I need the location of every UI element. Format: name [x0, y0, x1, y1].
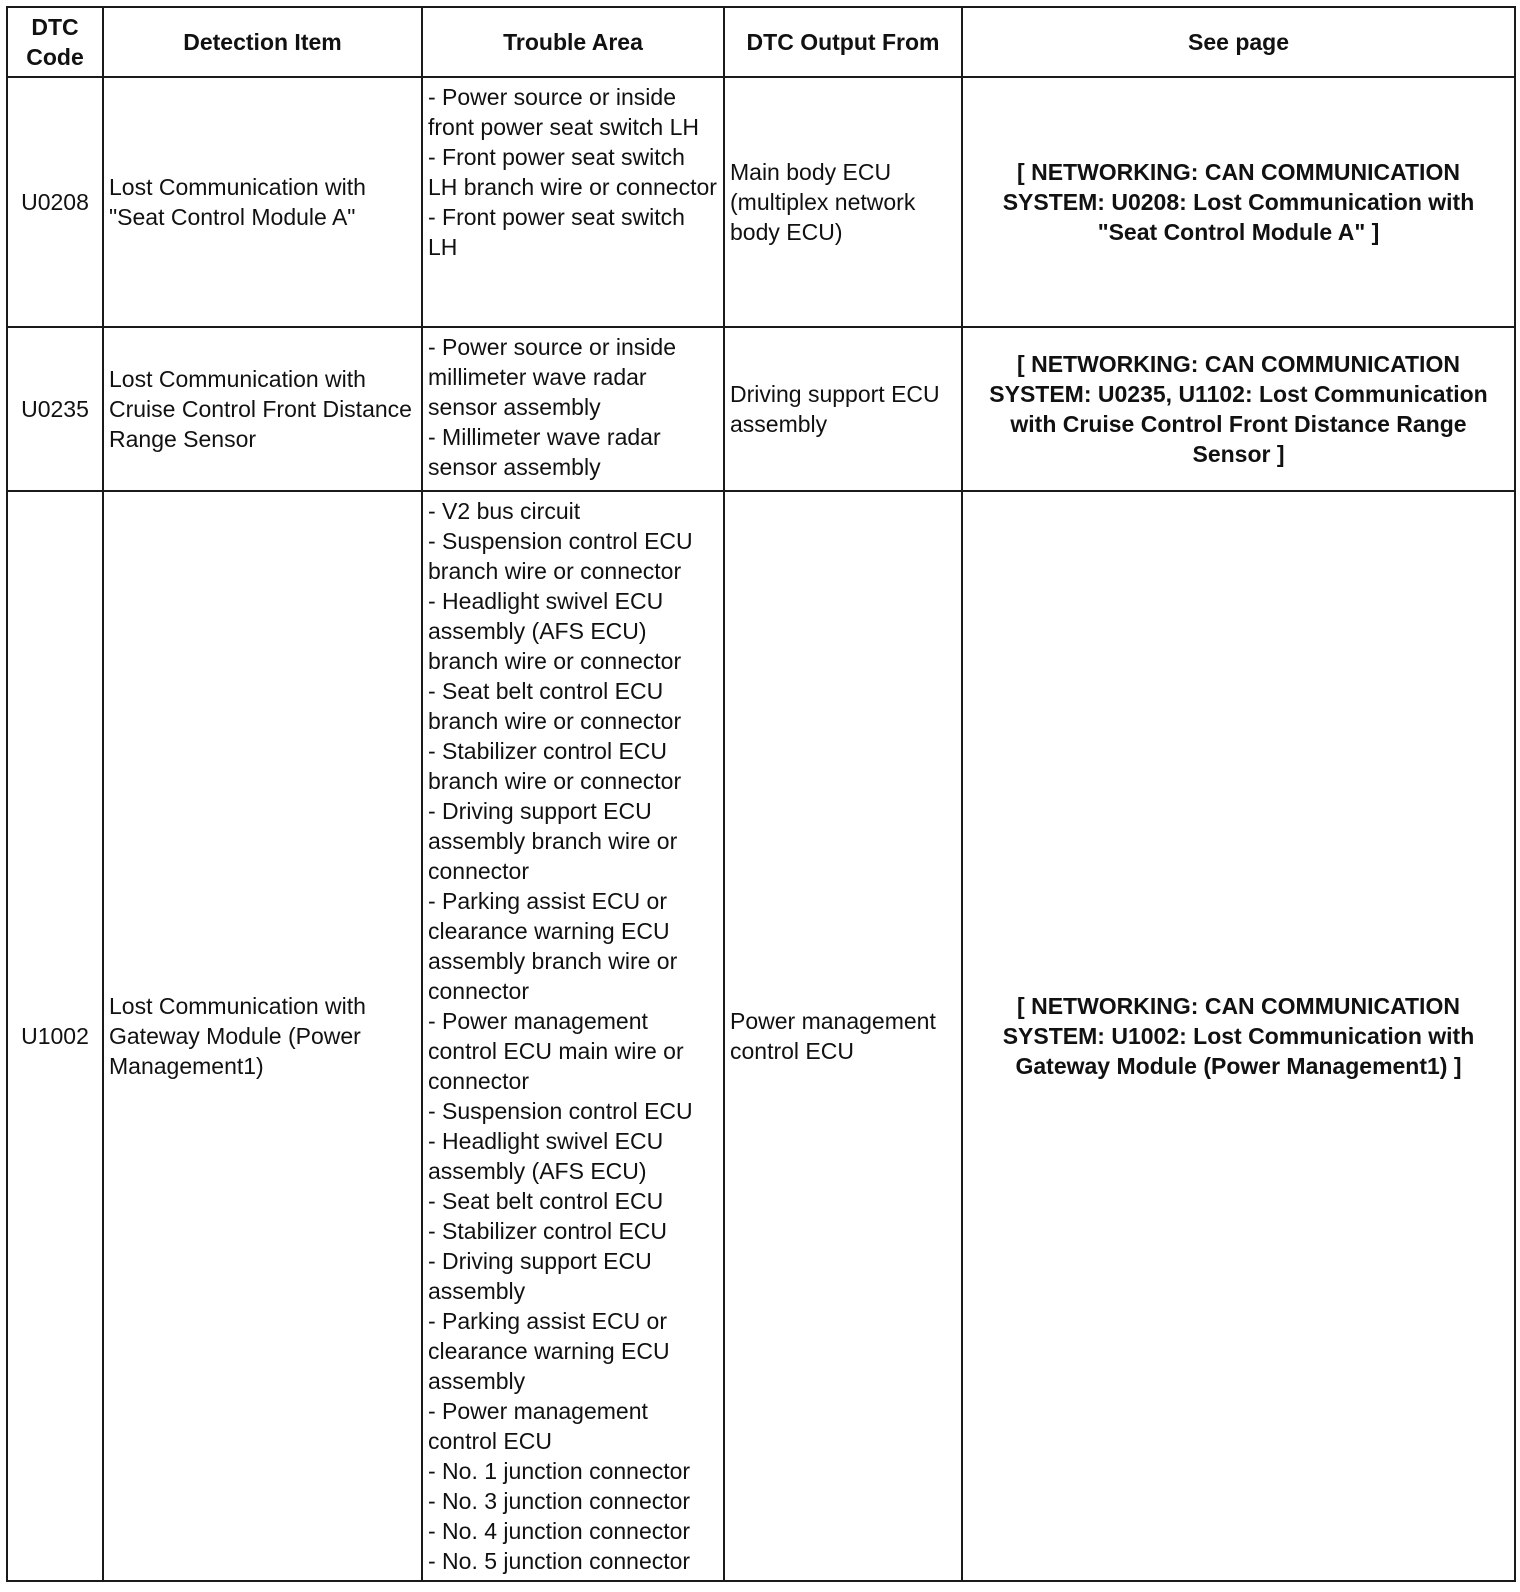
header-dtc-code: DTC Code — [7, 7, 103, 77]
detection-item-cell: Lost Communication with Cruise Control Front Distance Range Sensor — [103, 327, 422, 491]
trouble-area-line: - Power source or inside front power seat switch LH — [428, 84, 700, 140]
trouble-area-line: - No. 1 junction connector — [428, 1458, 691, 1484]
trouble-area-cell — [422, 327, 724, 491]
trouble-area-line: - Power management control ECU — [428, 1398, 648, 1454]
see-page-link[interactable]: [ NETWORKING: CAN COMMUNICATION SYSTEM: U0208: Lost Communication with "Seat Control Module A" ] — [962, 77, 1515, 327]
trouble-area-line: - Driving support ECU assembly branch wire or connector — [428, 798, 678, 884]
dtc-code-cell: U0208 — [7, 77, 103, 327]
dtc-code-cell: U1002 — [7, 491, 103, 1581]
trouble-area-line: - No. 4 junction connector — [428, 1518, 691, 1544]
trouble-area-line: - Driving support ECU assembly — [428, 1248, 652, 1304]
trouble-area-line: - Stabilizer control ECU branch wire or connector — [428, 738, 682, 794]
trouble-area-line: - Power source or inside millimeter wave radar sensor assembly — [428, 334, 676, 420]
header-row — [7, 7, 1515, 77]
dtc-output-from-cell: Main body ECU (multiplex network body ECU) — [724, 77, 962, 327]
detection-item-cell: Lost Communication with "Seat Control Module A" — [103, 77, 422, 327]
trouble-area-line: - Front power seat switch LH — [428, 204, 685, 260]
trouble-area-cell — [422, 491, 724, 1581]
trouble-area-cell — [422, 77, 724, 327]
trouble-area-line: - Stabilizer control ECU — [428, 1218, 668, 1244]
dtc-table-container — [6, 6, 1516, 1582]
header-detection-item: Detection Item — [103, 7, 422, 77]
trouble-area-line: - Parking assist ECU or clearance warning ECU assembly branch wire or connector — [428, 888, 678, 1004]
dtc-table — [6, 6, 1516, 1582]
table-row — [7, 77, 1515, 327]
header-trouble-area: Trouble Area — [422, 7, 724, 77]
dtc-output-from-cell: Driving support ECU assembly — [724, 327, 962, 491]
table-row — [7, 491, 1515, 1581]
trouble-area-line: - Parking assist ECU or clearance warning ECU assembly — [428, 1308, 670, 1394]
table-row — [7, 327, 1515, 491]
trouble-area-line: - Power management control ECU main wire or connector — [428, 1008, 684, 1094]
see-page-link[interactable]: [ NETWORKING: CAN COMMUNICATION SYSTEM: U1002: Lost Communication with Gateway Module (Power Management1) ] — [962, 491, 1515, 1581]
trouble-area-line: - Headlight swivel ECU assembly (AFS ECU) branch wire or connector — [428, 588, 682, 674]
trouble-area-line: - Front power seat switch LH branch wire or connector — [428, 144, 717, 200]
dtc-code-cell: U0235 — [7, 327, 103, 491]
trouble-area-line: - Suspension control ECU branch wire or connector — [428, 528, 693, 584]
header-dtc-output-from: DTC Output From — [724, 7, 962, 77]
trouble-area-line: - V2 bus circuit — [428, 498, 581, 524]
trouble-area-line: - Suspension control ECU — [428, 1098, 693, 1124]
header-see-page: See page — [962, 7, 1515, 77]
trouble-area-line: - No. 3 junction connector — [428, 1488, 691, 1514]
see-page-link[interactable]: [ NETWORKING: CAN COMMUNICATION SYSTEM: U0235, U1102: Lost Communication with Cruise Control Front Distance Range Sensor ] — [962, 327, 1515, 491]
trouble-area-line: - Seat belt control ECU branch wire or connector — [428, 678, 682, 734]
trouble-area-line: - Seat belt control ECU — [428, 1188, 664, 1214]
dtc-output-from-cell: Power management control ECU — [724, 491, 962, 1581]
trouble-area-line: - Millimeter wave radar sensor assembly — [428, 424, 661, 480]
trouble-area-line: - Headlight swivel ECU assembly (AFS ECU) — [428, 1128, 664, 1184]
detection-item-cell: Lost Communication with Gateway Module (Power Management1) — [103, 491, 422, 1581]
trouble-area-line: - No. 5 junction connector — [428, 1548, 691, 1574]
